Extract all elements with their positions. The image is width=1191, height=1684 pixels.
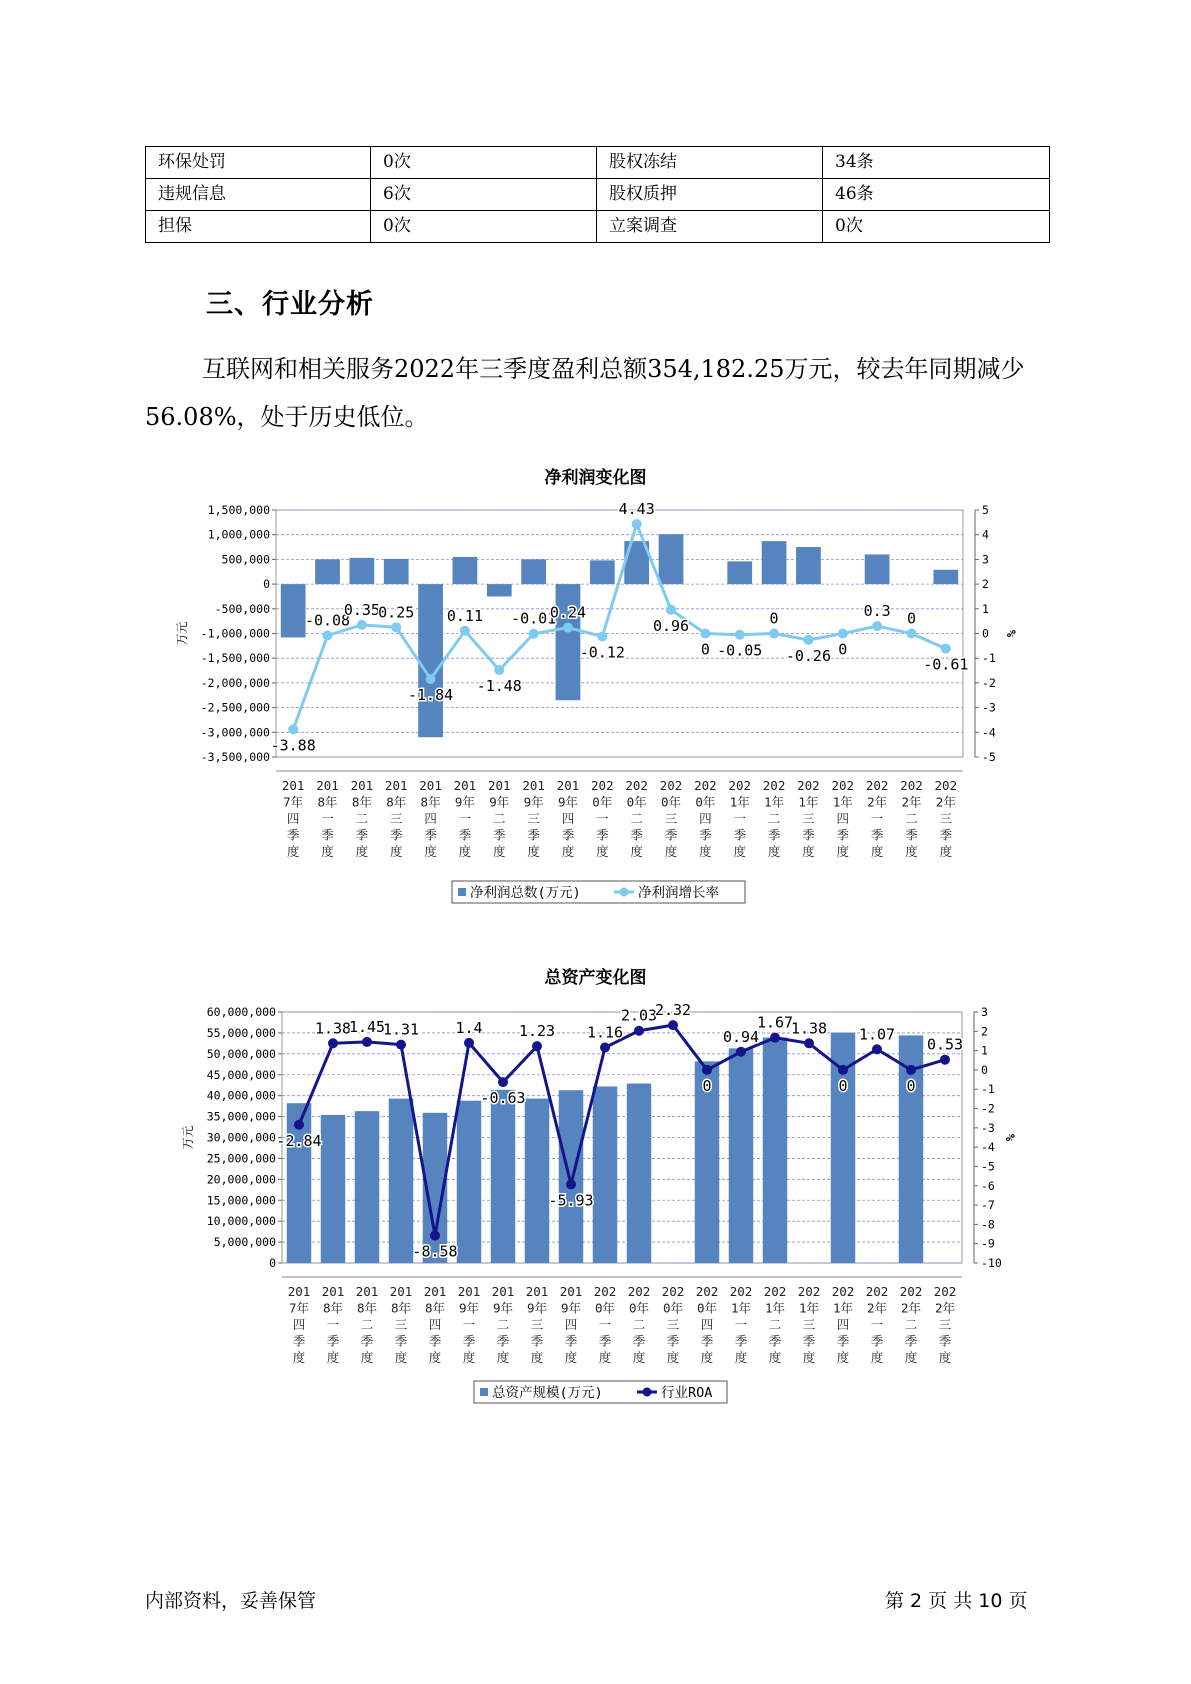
data-label: 0.11 [446, 606, 483, 625]
x-tick-label: 201 8年三季度 [384, 778, 408, 859]
data-label: -0.08 [304, 611, 351, 630]
data-point [872, 621, 882, 631]
table-row [146, 211, 1050, 243]
legend-line-label: 净利润增长率 [638, 885, 719, 901]
x-tick-label: 202 2年三季度 [933, 1284, 957, 1365]
data-point [736, 1047, 746, 1057]
x-tick-label: 201 9年三季度 [525, 1284, 549, 1365]
x-tick-label: 202 1年三季度 [797, 778, 820, 859]
net-profit-chart [0, 488, 1191, 908]
y-tick-label: -3,000,000 [200, 725, 270, 740]
data-point [362, 1037, 372, 1047]
y-tick-label: -1,500,000 [200, 651, 270, 666]
y2-tick-label: -7 [981, 1198, 995, 1213]
data-label: 1.38 [314, 1019, 352, 1038]
x-tick-label: 202 1年一季度 [728, 778, 752, 859]
table-cell: 环保处罚 [146, 147, 371, 179]
x-tick-label: 201 9年四季度 [559, 1284, 583, 1365]
y-tick-label: -3,500,000 [200, 750, 270, 764]
data-point [702, 1065, 712, 1075]
x-tick-label: 202 1年四季度 [831, 778, 855, 859]
x-tick-label: 202 0年三季度 [661, 1284, 685, 1365]
y2-tick-label: -6 [981, 1178, 995, 1193]
data-point [498, 1077, 508, 1087]
y2-tick-label: 2 [982, 577, 989, 592]
data-label: 1.67 [756, 1013, 794, 1032]
data-label: -0.26 [785, 646, 832, 665]
table-cell: 担保 [146, 211, 371, 243]
table-cell: 0次 [823, 211, 1050, 243]
x-tick-label: 202 2年二季度 [900, 778, 923, 859]
y2-tick-label: -5 [982, 750, 996, 764]
y-tick-label: 50,000,000 [206, 1046, 276, 1061]
data-point [906, 1065, 916, 1075]
data-label: 1.31 [382, 1020, 420, 1039]
bar [281, 584, 306, 637]
data-point [396, 1040, 406, 1050]
bar [487, 584, 512, 596]
data-point [769, 629, 779, 639]
y2-tick-label: -4 [982, 725, 996, 740]
bar [796, 547, 821, 584]
bar [453, 557, 478, 584]
data-point [872, 1044, 882, 1054]
data-point [632, 519, 642, 529]
data-point [600, 1043, 610, 1053]
y2-tick-label: 3 [981, 1005, 988, 1019]
x-tick-label: 202 0年一季度 [591, 778, 614, 859]
bar [418, 584, 443, 737]
data-point [426, 674, 436, 684]
bar [355, 1111, 379, 1263]
y2-tick-label: -3 [981, 1120, 995, 1135]
data-label: 0.94 [722, 1027, 760, 1046]
bar [590, 560, 615, 584]
profit-chart-title: 净利润变化图 [544, 468, 647, 488]
x-tick-label: 201 8年四季度 [419, 778, 442, 859]
y-tick-label: 15,000,000 [206, 1193, 276, 1208]
data-label: -1.84 [407, 685, 454, 704]
summary-paragraph: 互联网和相关服务2022年三季度盈利总额354,182.25万元，较去年同期减少56.08%，处于历史低位。 [145, 355, 1025, 431]
y2-axis-label: % [1003, 1133, 1017, 1142]
bar [933, 570, 958, 584]
x-tick-label: 202 0年二季度 [625, 778, 648, 859]
data-label: -0.12 [579, 643, 625, 662]
data-label: -8.58 [412, 1242, 458, 1261]
table-row [146, 147, 1050, 179]
y2-tick-label: -10 [981, 1256, 1002, 1270]
y2-tick-label: -3 [982, 700, 996, 715]
x-tick-label: 202 1年二季度 [763, 1284, 787, 1365]
y2-tick-label: 3 [982, 552, 989, 567]
y-tick-label: 20,000,000 [206, 1172, 276, 1187]
data-point [566, 1179, 576, 1189]
x-tick-label: 201 8年一季度 [321, 1284, 345, 1365]
data-label: -3.88 [270, 736, 316, 755]
data-point [838, 629, 848, 639]
footer-confidential-note: 内部资料，妥善保管 [145, 1590, 317, 1612]
y-tick-label: 35,000,000 [206, 1109, 276, 1124]
x-tick-label: 201 8年二季度 [355, 1284, 379, 1365]
x-tick-label: 201 9年四季度 [556, 778, 580, 859]
data-label: 1.16 [586, 1023, 624, 1042]
table-cell: 0次 [371, 211, 597, 243]
x-tick-label: 201 8年二季度 [350, 778, 374, 859]
data-point [391, 622, 401, 632]
table-row [146, 179, 1050, 211]
total-assets-chart [0, 990, 1191, 1410]
bar [491, 1090, 515, 1263]
risk-summary-table [145, 146, 1050, 243]
bar [627, 1084, 651, 1263]
x-tick-label: 201 9年二季度 [487, 778, 511, 859]
bar [457, 1101, 481, 1263]
x-tick-label: 202 0年二季度 [627, 1284, 651, 1365]
x-tick-label: 202 1年四季度 [831, 1284, 855, 1365]
x-tick-label: 202 1年三季度 [797, 1284, 821, 1365]
x-tick-label: 202 1年一季度 [729, 1284, 753, 1365]
y2-tick-label: 0 [981, 1062, 988, 1077]
y2-tick-label: 1 [981, 1043, 988, 1058]
data-point [634, 1026, 644, 1036]
data-point [288, 724, 298, 734]
table-cell: 0次 [371, 147, 597, 179]
y2-tick-label: -8 [981, 1217, 995, 1232]
bar [559, 1090, 583, 1263]
data-point [464, 1038, 474, 1048]
bar [763, 1038, 787, 1263]
data-point [666, 605, 676, 615]
data-point [735, 630, 745, 640]
bar [593, 1086, 617, 1263]
table-cell: 34条 [823, 147, 1050, 179]
data-point [941, 644, 951, 654]
data-label: -0.61 [923, 655, 969, 674]
table-cell: 违规信息 [146, 179, 371, 211]
y-tick-label: 1,500,000 [207, 503, 270, 517]
legend-bar-label: 总资产规模(万元) [492, 1385, 603, 1401]
data-point [357, 620, 367, 630]
data-point [294, 1120, 304, 1130]
data-label: 0.24 [549, 603, 587, 622]
y2-tick-label: -2 [981, 1101, 995, 1116]
data-label: 1.38 [790, 1019, 828, 1038]
bar [865, 554, 890, 584]
table-cell: 6次 [371, 179, 597, 211]
data-label: -5.93 [548, 1191, 594, 1210]
x-tick-label: 201 8年四季度 [423, 1284, 447, 1365]
bar [315, 559, 340, 584]
data-label: 0.53 [926, 1035, 964, 1054]
legend-line-marker [643, 1388, 652, 1397]
x-tick-label: 201 8年三季度 [389, 1284, 413, 1365]
y2-tick-label: -1 [981, 1082, 995, 1097]
y2-tick-label: -4 [981, 1140, 995, 1155]
footer-page-number: 第 2 页 共 10 页 [885, 1590, 1028, 1612]
y2-tick-label: 0 [982, 626, 989, 641]
bar [729, 1048, 753, 1263]
data-label: 0.35 [343, 600, 380, 619]
x-tick-label: 202 0年一季度 [593, 1284, 617, 1365]
bar [321, 1115, 345, 1263]
data-label: 4.43 [618, 500, 655, 519]
bar [521, 559, 546, 584]
bar [659, 534, 684, 584]
y2-axis-label: % [1004, 629, 1018, 638]
assets-chart-title: 总资产变化图 [544, 968, 647, 988]
x-tick-label: 201 9年一季度 [453, 778, 477, 859]
data-label: 0 [700, 640, 710, 659]
data-point [563, 623, 573, 633]
y2-tick-label: 5 [982, 503, 989, 517]
data-point [328, 1038, 338, 1048]
data-label: 0 [906, 609, 916, 628]
data-label: -1.48 [476, 677, 522, 696]
data-point [940, 1055, 950, 1065]
bar [389, 1099, 413, 1263]
data-label: 1.4 [455, 1018, 483, 1037]
x-tick-label: 202 2年二季度 [899, 1284, 923, 1365]
data-point [494, 665, 504, 675]
y-tick-label: 45,000,000 [206, 1067, 276, 1082]
data-label: -0.01 [511, 609, 557, 628]
y2-tick-label: -9 [981, 1236, 995, 1251]
x-tick-label: 202 0年三季度 [659, 778, 683, 859]
bar [727, 561, 752, 584]
data-label: 1.07 [858, 1025, 896, 1044]
y-tick-label: -500,000 [214, 601, 270, 616]
x-tick-label: 202 2年一季度 [865, 1284, 889, 1365]
y-tick-label: 1,000,000 [207, 527, 270, 542]
data-point [460, 626, 470, 636]
data-point [532, 1041, 542, 1051]
data-point [770, 1033, 780, 1043]
legend-line-label: 行业ROA [661, 1385, 713, 1401]
data-point [597, 631, 607, 641]
data-label: 0 [702, 1076, 712, 1095]
y-axis-label: 万元 [181, 1125, 195, 1150]
y2-tick-label: -5 [981, 1159, 995, 1174]
x-tick-label: 202 0年四季度 [694, 778, 717, 859]
data-point [700, 629, 710, 639]
data-point [668, 1020, 678, 1030]
y2-tick-label: 4 [982, 527, 989, 542]
data-point [529, 629, 539, 639]
y-tick-label: 60,000,000 [206, 1005, 276, 1019]
y2-tick-label: -1 [982, 651, 996, 666]
data-label: 1.23 [518, 1022, 556, 1041]
data-label: 0.96 [652, 616, 690, 635]
y2-tick-label: 1 [982, 601, 989, 616]
data-label: 0.25 [378, 603, 415, 622]
table-cell: 立案调查 [597, 211, 823, 243]
legend-bar-label: 净利润总数(万元) [470, 885, 581, 901]
data-label: -2.84 [276, 1131, 322, 1150]
x-tick-label: 201 7年四季度 [281, 778, 305, 859]
data-point [838, 1065, 848, 1075]
y-tick-label: 40,000,000 [206, 1088, 276, 1103]
x-tick-label: 201 7年四季度 [287, 1284, 311, 1365]
y-tick-label: -2,000,000 [200, 675, 270, 690]
legend-bar-swatch [480, 1388, 488, 1396]
y-tick-label: -2,500,000 [200, 700, 270, 715]
data-label: 0 [769, 609, 779, 628]
data-point [803, 635, 813, 645]
y-tick-label: 0 [263, 577, 270, 592]
plot-area [276, 510, 963, 757]
data-point [430, 1231, 440, 1241]
data-point [804, 1038, 814, 1048]
y-tick-label: 500,000 [221, 552, 270, 567]
bar [350, 558, 375, 584]
y-tick-label: 25,000,000 [206, 1151, 276, 1166]
y-tick-label: 10,000,000 [206, 1214, 276, 1229]
data-label: -0.63 [480, 1089, 526, 1108]
legend-line-marker [620, 888, 629, 897]
data-label: 2.03 [620, 1006, 658, 1025]
y2-tick-label: -2 [982, 675, 996, 690]
y-tick-label: -1,000,000 [200, 626, 270, 641]
data-label: 0.3 [863, 602, 891, 621]
x-tick-label: 201 9年二季度 [491, 1284, 515, 1365]
data-label: 0 [838, 1076, 848, 1095]
x-tick-label: 202 2年一季度 [865, 778, 889, 859]
data-label: 2.32 [654, 1001, 692, 1020]
x-tick-label: 201 9年一季度 [457, 1284, 481, 1365]
x-tick-label: 202 1年二季度 [762, 778, 786, 859]
x-tick-label: 201 8年一季度 [316, 778, 339, 859]
bar [556, 584, 581, 700]
x-tick-label: 202 2年三季度 [934, 778, 958, 859]
y-tick-label: 0 [269, 1256, 276, 1270]
x-tick-label: 202 0年四季度 [695, 1284, 719, 1365]
data-label: 0 [906, 1076, 916, 1095]
y-axis-label: 万元 [175, 621, 189, 646]
y2-tick-label: 2 [981, 1024, 988, 1039]
data-point [323, 630, 333, 640]
bar [384, 559, 409, 584]
data-label: 1.45 [348, 1017, 386, 1036]
legend-bar-swatch [458, 888, 466, 896]
bar [525, 1099, 549, 1263]
y-tick-label: 55,000,000 [206, 1025, 276, 1040]
data-label: -0.05 [717, 641, 763, 660]
data-point [906, 629, 916, 639]
table-cell: 股权质押 [597, 179, 823, 211]
table-cell: 46条 [823, 179, 1050, 211]
table-cell: 股权冻结 [597, 147, 823, 179]
x-tick-label: 201 9年三季度 [522, 778, 545, 859]
section-heading: 三、行业分析 [206, 289, 374, 320]
data-label: 0 [838, 640, 848, 659]
y-tick-label: 5,000,000 [213, 1235, 276, 1250]
bar [762, 541, 787, 584]
y-tick-label: 30,000,000 [206, 1130, 276, 1145]
